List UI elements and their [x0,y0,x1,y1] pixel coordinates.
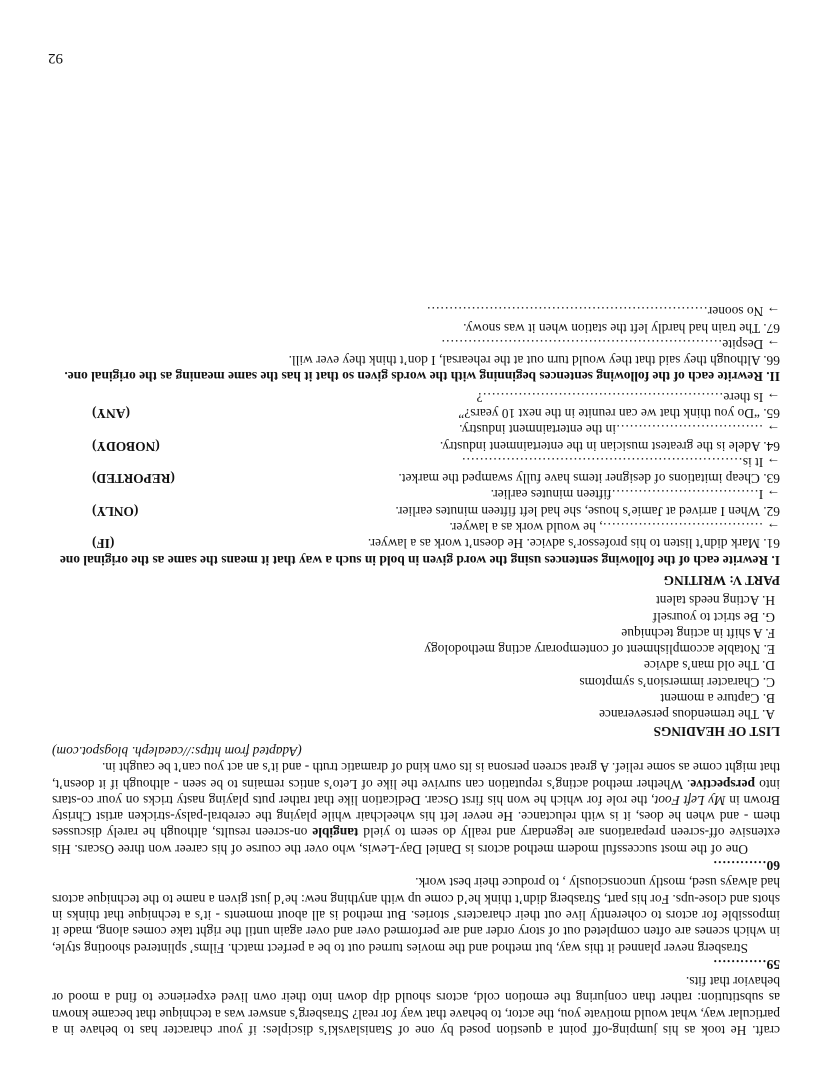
question-64 [52,437,780,453]
question-text: 65. “Do you think that we can reunite in the next 10 years?” [458,406,780,422]
film-title: My Left Foot, [651,792,726,808]
question-60-blank: 60………… [713,858,780,874]
keyword: (REPORTED) [92,471,175,487]
word-perspective: perspective [690,776,755,792]
question-text: 62. When I arrived at Jamie’s house, she had left fifteen minutes earlier. [395,503,780,519]
question-67: 67. The train had hardly left the station when it was snowy. [463,320,780,336]
question-66: 66. Although they said that they would turn out at the rehearsal, I don’t think they ever will. [288,353,780,369]
heading-item: H. Acting needs talent [656,593,775,609]
answer-line-64: → ……………………………in the entertainment industry. [459,422,780,438]
heading-item: C. Character immersion’s symptoms [579,674,775,690]
passage-paragraph-1: craft. He took as his jumping-off point a question posed by one of Stanislavski’s disciples: if your character has to behave in a particular way, what would motivate you, the actor, to behave that way for real? Strasberg’s answer was a technique that became known as substitution: rather than conjuring the emotion cold, actors should dip down into their own lived experience to find a mood or behavior that fits. [52,974,780,1038]
answer-line-63: → It is……………………………………………………… [461,454,780,470]
question-62 [52,503,780,519]
section-1-instruction: I. Rewrite each of the following sentences using the word given in bold in such a way that it means the same as the original one [59,552,780,568]
passage-paragraph-2: Strasberg never planned it this way, but method and the movies turned out to be a perfect match. Films’ splintered shooting style, in which scenes are often completed out of story order and are performed over and over again until the right take comes along, made it impossible for actors to coherently live out their characters’ stories. But method is all about moments - it’s a technique that thinks in shots and close-ups. For his part, Strasberg didn’t think he’d come up with anything new: he’d just given a name to the technique actors had always used, mostly unconsciously , to produce their best work. [52,875,780,956]
question-text: 64. Adele is the greatest musician in the entertainment industry. [439,438,780,454]
heading-item: D. The old man’s advice [643,658,775,674]
answer-line-67: → No sooner……………………………………………………… [426,304,780,320]
question-65 [52,405,780,421]
section-2-instruction: II. Rewrite each of the following sentences beginning with the words given so that it has the same meaning as the original one. [64,369,780,385]
heading-item: G. Be strict to yourself [652,609,775,625]
answer-line-65: → Is there………………………………………………? [476,389,780,405]
heading-item: A. The tremendous perseverance [599,707,775,723]
question-text: 63. Cheap imitations of designer items have fully swamped the market. [398,471,780,487]
question-text: 61. Mark didn’t listen to his professor’s advice. He doesn’t work as a lawyer. [367,536,780,552]
answer-line-61: → ………………………………, he would work as a lawyer. [449,520,780,536]
answer-line-62: → I……………………………fifteen minutes earlier. [490,487,780,503]
headings-title: LIST OF HEADINGS [653,723,780,739]
page-number: 92 [48,50,63,66]
keyword: (IF) [92,536,115,552]
question-59-blank: 59………… [713,956,780,972]
heading-item: F. A shift in acting technique [621,625,775,641]
paragraph-3-part-a: One of the most successful modern method actors is Daniel Day-Lewis, who over the course of his career won three Oscars. His extensive off-screen preparations are legendary and really do seem to yield [52,825,780,857]
part-title: PART V: WRITING [663,572,780,588]
paragraph-3-part-d: . Whether method acting’s reputation can survive the like of Leto’s antics remains to be seen - although if it doesn’t, that might come as some relief. A great screen persona is its own kind of dramatic truth - and it’s an act you can’t be caught in. [52,760,780,792]
keyword: (ANY) [92,406,130,422]
passage-paragraph-3 [52,759,780,857]
question-63 [52,470,780,486]
heading-item: E. Notable accomplishment of contemporary acting methodology [424,642,775,658]
paragraph-3-part-c: the role for which he won his first Oscar. Dedication like that rather puts playing nasty tricks on your co-stars into [51,776,780,808]
paragraph-3-part-b: on-screen results, although he rarely discusses them - and when he does, it is with reluctance. He never left his wheelchair while playing the cerebral-palsy-stricken artist Christy Brown in [52,792,780,841]
keyword: (ONLY) [92,503,139,519]
headings-list [52,592,780,722]
page-content [52,303,780,1038]
answer-line-66: → Despite……………………………………………………… [441,336,780,352]
word-tangible: tangible [312,825,359,841]
heading-item: B. Capture a moment [660,691,775,707]
source-credit: (Adapted from https://caealeph. blogspot.com) [52,743,302,759]
keyword: (NOBODY) [92,438,160,454]
question-61 [52,535,780,551]
